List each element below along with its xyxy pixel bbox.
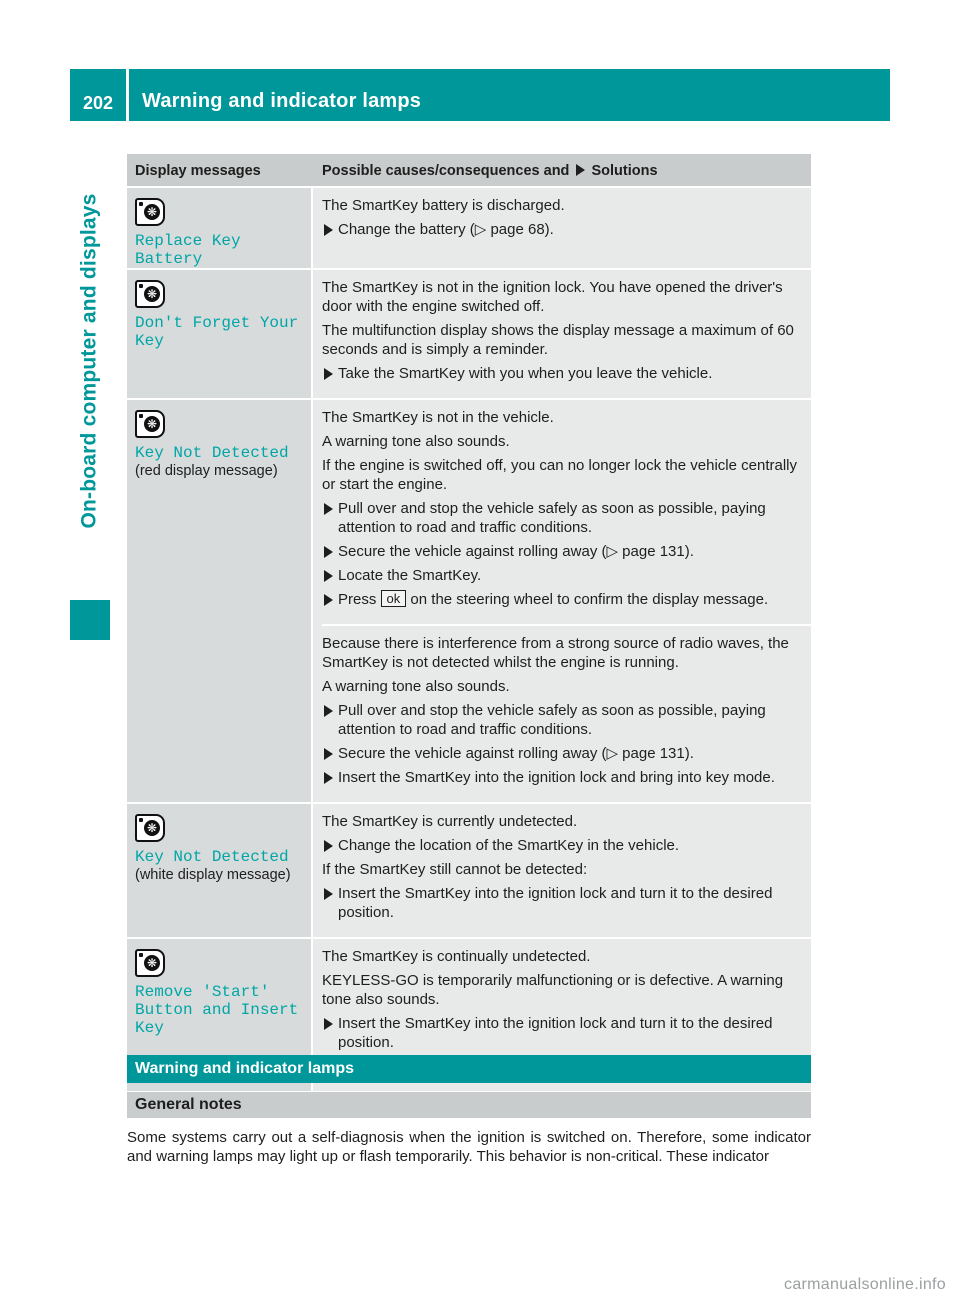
- table-row: [127, 188, 811, 270]
- chapter-marker: [70, 600, 110, 640]
- column-header-messages: Display messages: [135, 163, 261, 179]
- solution-step-text: Change the battery (▷ page 68).: [338, 221, 554, 238]
- solutions-cell: [313, 400, 811, 802]
- solution-step-text: Insert the SmartKey into the ignition lock and turn it to the desired position.: [338, 885, 773, 921]
- solutions-cell: [313, 804, 811, 937]
- solution-step: [322, 768, 805, 787]
- display-message: [135, 270, 311, 350]
- solution-step: [322, 1014, 805, 1052]
- smartkey-icon: ❋: [135, 410, 165, 438]
- cause-text: The SmartKey is not in the ignition lock. You have opened the driver's door with the engine switched off.: [322, 279, 783, 315]
- solutions-cell: [313, 270, 811, 398]
- display-message-cell: [127, 804, 313, 937]
- cause-text: The SmartKey is not in the vehicle.: [322, 409, 554, 426]
- body-paragraph: Some systems carry out a self-diagnosis when the ignition is switched on. Therefore, some indicator and warning lamps may light up or flash temporarily. This behavior is non-critical. These indicator: [127, 1129, 811, 1165]
- cause-text: A warning tone also sounds.: [322, 433, 510, 450]
- column-header-solutions-suffix: Solutions: [591, 163, 658, 179]
- watermark: carmanualsonline.info: [784, 1276, 946, 1293]
- page-header: [70, 69, 890, 121]
- display-message-text: Key Not Detected: [135, 848, 289, 866]
- cause-text: If the SmartKey still cannot be detected:: [322, 861, 588, 878]
- cause-text: If the engine is switched off, you can no longer lock the vehicle centrally or start the engine.: [322, 457, 797, 493]
- display-message-note: (red display message): [135, 463, 278, 479]
- smartkey-icon: ❋: [135, 280, 165, 308]
- solution-step-text: Secure the vehicle against rolling away (▷ page 131).: [338, 543, 694, 560]
- display-message-text: Key Not Detected: [135, 444, 289, 462]
- arrow-right-icon: [324, 1018, 333, 1030]
- display-message-cell: [127, 400, 313, 802]
- solution-step: [322, 744, 805, 763]
- cause-text: The SmartKey is continually undetected.: [322, 948, 591, 965]
- column-header-solutions: [313, 154, 811, 186]
- page-number: 202: [82, 93, 114, 113]
- ok-button-icon: ok: [381, 590, 407, 607]
- header-divider: [126, 69, 129, 121]
- display-message: [135, 804, 311, 884]
- solution-step: [322, 590, 805, 609]
- solution-step-text-end: on the steering wheel to confirm the display message.: [410, 591, 769, 608]
- solution-step: [322, 836, 805, 855]
- arrow-right-icon: [324, 705, 333, 717]
- solution-step: [322, 364, 805, 383]
- arrow-right-icon: [324, 594, 333, 606]
- cause-text: KEYLESS-GO is temporarily malfunctioning or is defective. A warning tone also sounds.: [322, 972, 784, 1008]
- table-body: [127, 188, 811, 1093]
- cause-text: A warning tone also sounds.: [322, 678, 510, 695]
- solutions-cell: [313, 188, 811, 268]
- smartkey-icon: ❋: [135, 814, 165, 842]
- solution-step-text: Press: [338, 591, 377, 608]
- solution-step-text: Pull over and stop the vehicle safely as soon as possible, paying attention to road and traffic conditions.: [338, 702, 766, 738]
- display-message-cell: [127, 188, 313, 268]
- solution-step-text: Pull over and stop the vehicle safely as soon as possible, paying attention to road and traffic conditions.: [338, 500, 766, 536]
- solution-step: [322, 542, 805, 561]
- arrow-right-icon: [324, 772, 333, 784]
- table-row: [127, 804, 811, 939]
- column-header-solutions-text: Possible causes/consequences and: [322, 163, 570, 179]
- solution-step: [322, 701, 805, 739]
- solution-block: [322, 804, 811, 937]
- section-title: Warning and indicator lamps: [127, 1055, 811, 1083]
- table-row: [127, 270, 811, 400]
- cause-text: The SmartKey battery is discharged.: [322, 197, 565, 214]
- solution-step: [322, 566, 805, 585]
- solution-block: [322, 270, 811, 398]
- solution-step: [322, 499, 805, 537]
- smartkey-icon: ❋: [135, 198, 165, 226]
- chapter-side-tab: [70, 121, 110, 601]
- solution-step: [322, 884, 805, 922]
- table-header: [127, 154, 811, 188]
- page-title: Warning and indicator lamps: [142, 90, 422, 112]
- display-message-note: (white display message): [135, 867, 291, 883]
- smartkey-icon: ❋: [135, 949, 165, 977]
- arrow-right-icon: [324, 224, 333, 236]
- solution-step-text: Change the location of the SmartKey in the vehicle.: [338, 837, 680, 854]
- table-row: [127, 400, 811, 804]
- cause-text: The SmartKey is currently undetected.: [322, 813, 578, 830]
- solution-block: [322, 400, 811, 624]
- solution-step: [322, 220, 805, 239]
- chapter-title: On-board computer and displays: [78, 193, 101, 529]
- display-message: [135, 939, 311, 1037]
- display-message-text: Don't Forget Your Key: [135, 314, 299, 350]
- display-message-text: Replace Key Battery: [135, 232, 241, 268]
- arrow-right-icon: [324, 748, 333, 760]
- cause-text: The multifunction display shows the display message a maximum of 60 seconds and is simply a reminder.: [322, 322, 794, 358]
- solution-step-text: Take the SmartKey with you when you leave the vehicle.: [338, 365, 713, 382]
- display-message-text: Remove 'Start' Button and Insert Key: [135, 983, 299, 1037]
- display-message-cell: [127, 270, 313, 398]
- solution-step-text: Insert the SmartKey into the ignition lock and bring into key mode.: [338, 769, 775, 786]
- arrow-right-icon: [324, 503, 333, 515]
- display-message: [135, 188, 311, 268]
- arrow-right-icon: [324, 368, 333, 380]
- arrow-right-icon: [324, 570, 333, 582]
- display-messages-table: [127, 154, 811, 1093]
- solution-step-text: Insert the SmartKey into the ignition lock and turn it to the desired position.: [338, 1015, 773, 1051]
- arrow-right-icon: [324, 840, 333, 852]
- solution-block: [322, 188, 811, 254]
- arrow-right-icon: [324, 888, 333, 900]
- arrow-right-icon: [324, 546, 333, 558]
- display-message: [135, 400, 311, 480]
- solution-step-text: Locate the SmartKey.: [338, 567, 482, 584]
- cause-text: Because there is interference from a strong source of radio waves, the SmartKey is not detected whilst the engine is running.: [322, 635, 789, 671]
- solution-block: [322, 624, 811, 802]
- subsection-title: General notes: [127, 1092, 811, 1118]
- arrow-right-icon: [576, 164, 585, 176]
- solution-step-text: Secure the vehicle against rolling away (▷ page 131).: [338, 745, 694, 762]
